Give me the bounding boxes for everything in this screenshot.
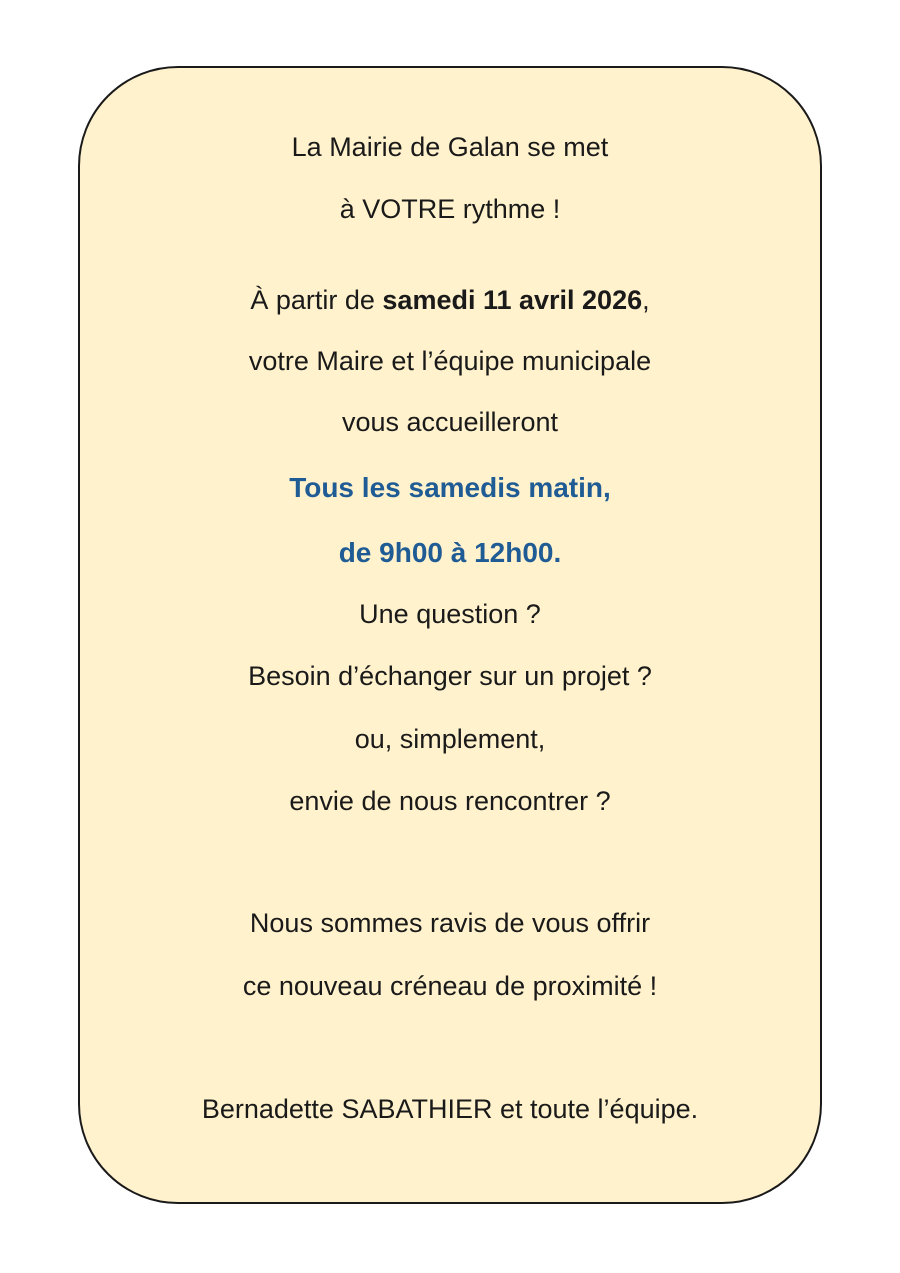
schedule-line-2: de 9h00 à 12h00. <box>338 537 562 568</box>
start-date-line <box>80 283 820 317</box>
intro-line-2: à VOTRE rythme ! <box>339 194 561 224</box>
question-line-2: Besoin d’échanger sur un projet ? <box>248 661 652 691</box>
start-date-prefix: À partir de <box>250 285 383 315</box>
question-line-4: envie de nous rencontrer ? <box>289 786 611 816</box>
start-date: samedi 11 avril 2026 <box>382 285 643 315</box>
closing-line-2: ce nouveau créneau de proximité ! <box>242 971 658 1001</box>
question-line-3: ou, simplement, <box>354 724 546 754</box>
question-line-1: Une question ? <box>359 599 541 629</box>
schedule-line-1: Tous les samedis matin, <box>289 472 611 503</box>
intro-line-1: La Mairie de Galan se met <box>291 132 609 162</box>
closing-line-1: Nous sommes ravis de vous offrir <box>249 908 651 938</box>
team-line: votre Maire et l’équipe municipale <box>248 346 652 376</box>
welcome-line: vous accueilleront <box>341 407 559 437</box>
signature: Bernadette SABATHIER et toute l’équipe. <box>201 1094 699 1124</box>
flyer-card <box>78 66 822 1204</box>
start-date-suffix: , <box>642 285 650 315</box>
